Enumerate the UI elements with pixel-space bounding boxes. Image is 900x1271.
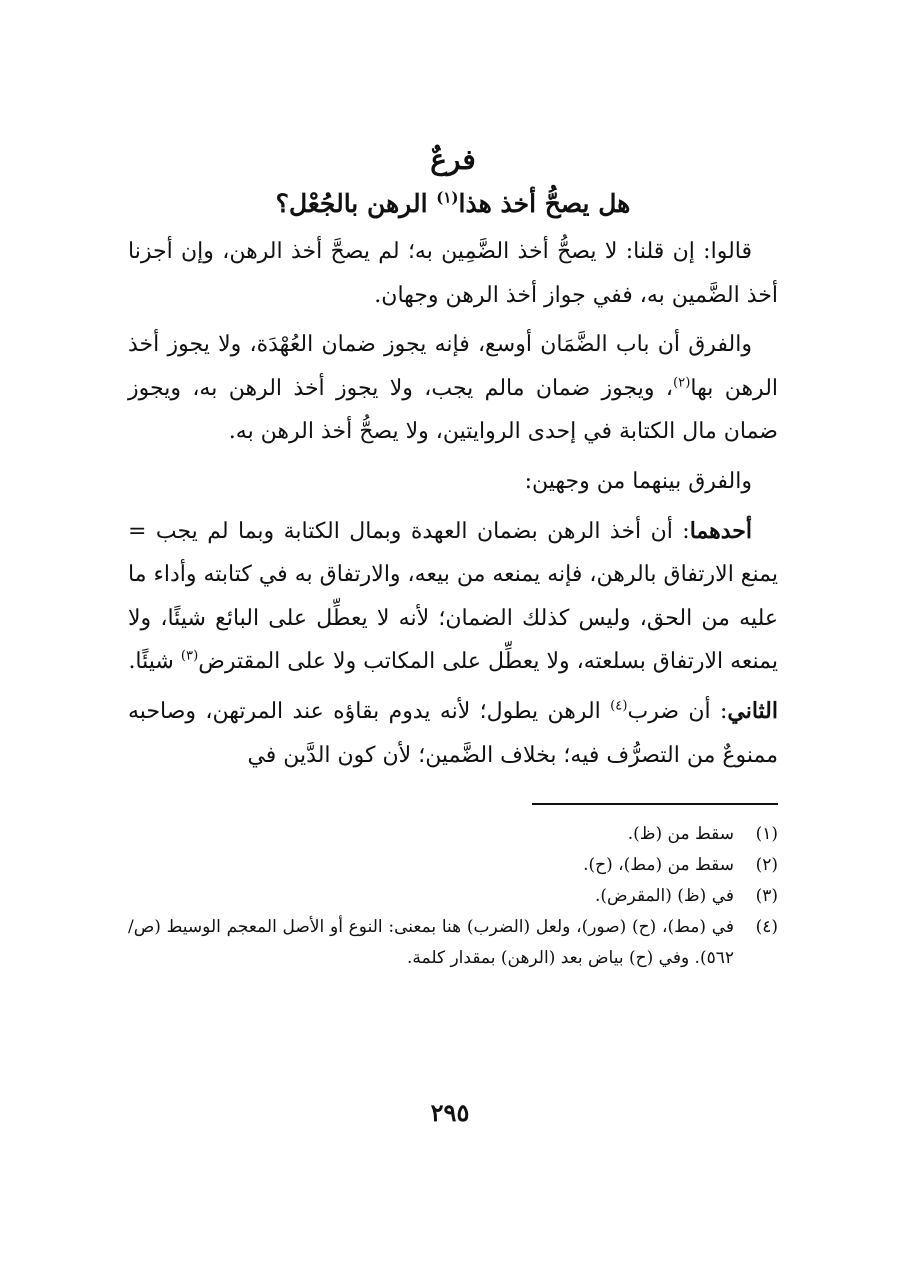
subtitle-text-start: هل يصحُّ أخذ هذا <box>458 189 631 218</box>
paragraph-2 <box>128 323 778 454</box>
paragraph-5-end: الرهن يطول؛ لأنه يدوم بقاؤه عند المرتهن، وصاحبه ممنوعٌ من التصرُّف فيه؛ بخلاف الضَّمين؛ لأن كون الدَّين في <box>128 698 778 768</box>
footnote-1 <box>128 819 778 850</box>
footnote-text: في (ظ) (المقرض). <box>594 886 734 907</box>
footnote-4 <box>128 912 778 974</box>
paragraph-4-start: : أن أخذ الرهن بضمان العهدة وبمال الكتابة وبما لم يجب = يمنع الارتفاق بالرهن، فإنه يمنعه من بيعه، والارتفاق به في كتابته وأداء ما عليه من الحق، وليس كذلك الضمان؛ لأنه لا يعطِّل على البائع شيئًا، ولا يمنعه الارتفاق بسلعته، ولا يعطِّل على المكاتب ولا على المقترض <box>128 518 778 675</box>
footnote-ref-1: (١) <box>436 188 459 207</box>
paragraph-2-end: ، ويجوز ضمان مالم يجب، ولا يجوز أخذ الرهن به، ويجوز ضمان مال الكتابة في إحدى الروايتين، ولا يصحُّ أخذ الرهن به. <box>128 375 778 445</box>
paragraph-2-start: والفرق أن باب الضَّمَان أوسع، فإنه يجوز ضمان العُهْدَة، ولا يجوز أخذ الرهن بها <box>128 332 779 401</box>
section-title: فرعٌ <box>430 143 476 176</box>
footnote-ref-3: (٣) <box>180 649 199 665</box>
paragraph-5 <box>128 690 778 777</box>
footnote-divider <box>532 803 778 805</box>
footnote-number: (٣) <box>755 886 778 907</box>
footnote-number: (١) <box>755 824 778 845</box>
paragraph-1: قالوا: إن قلنا: لا يصحُّ أخذ الضَّمِين به؛ لم يصحَّ أخذ الرهن، وإن أجزنا أخذ الضَّمين به، ففي جواز أخذ الرهن وجهان. <box>128 239 778 308</box>
footnotes <box>128 819 778 974</box>
footnote-number: (٤) <box>755 917 778 938</box>
page-number: ٢٩٥ <box>430 1098 470 1127</box>
page-body <box>128 138 778 974</box>
footnote-ref-2: (٢) <box>672 375 691 391</box>
paragraph-4 <box>128 510 778 684</box>
footnote-text: سقط من (ظ). <box>627 824 734 845</box>
paragraph-3: والفرق بينهما من وجهين: <box>524 468 752 494</box>
footnote-text: في (مط)، (ح) (صور)، ولعل (الضرب) هنا بمعنى: النوع أو الأصل المعجم الوسيط (ص/٥٦٢). وفي (ح) بياض بعد (الرهن) بمقدار كلمة. <box>128 917 734 969</box>
paragraph-4-lead: أحدهما <box>689 517 752 544</box>
footnote-2 <box>128 850 778 881</box>
footnote-number: (٢) <box>755 855 778 876</box>
footnote-ref-4: (٤) <box>610 698 628 714</box>
paragraph-4-end: شيئًا. <box>128 649 181 675</box>
footnote-3 <box>128 881 778 912</box>
paragraph-5-lead: الثاني <box>727 697 778 724</box>
footnote-text: سقط من (مط)، (ح). <box>583 855 734 876</box>
paragraph-5-start: : أن ضرب <box>627 698 728 724</box>
section-subtitle <box>128 182 778 226</box>
subtitle-text-end: الرهن بالجُعْل؟ <box>275 189 437 218</box>
